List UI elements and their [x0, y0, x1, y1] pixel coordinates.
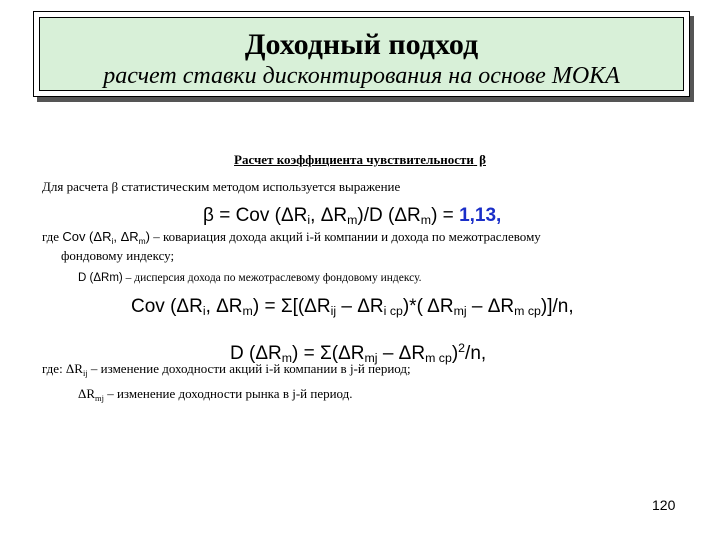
variance-formula: D $(\Delta R_m) = \Sigma(\Delta R_{mj} - \Delta R_{m ср})^2/n$,: [230, 341, 487, 365]
covariance-definition: где Cov ($\Delta R_i$, $\Delta R_m$) – ковариация дохода акций i-й компании и дохода по межотраслевому: [42, 229, 541, 246]
beta-symbol: β: [479, 152, 486, 167]
slide-title: Доходный подход: [244, 28, 479, 61]
where-rmj-definition: $\Delta R_{mj}$ – изменение доходности рынка в j-й период.: [78, 386, 353, 403]
slide-subtitle: расчет ставки дисконтирования на основе МОКА: [103, 63, 620, 89]
covariance-definition-cont: фондовому индексу;: [61, 248, 175, 263]
covariance-formula: Cov ($\Delta R_i$, $\Delta R_m) = \Sigma[(\Delta R_{ij} - \Delta R_{i ср})*$( $\Delta R_{mj} - \Delta R_{m ср})]/n$,: [131, 296, 574, 318]
section-heading: [0, 152, 720, 168]
title-banner: [33, 11, 690, 97]
page-number: 120: [652, 497, 676, 513]
title-banner-inner: [39, 17, 684, 91]
section-heading-text: Расчет коэффициента чувствительности: [234, 152, 474, 167]
where-rij-definition: где: $\Delta R_{ij}$ – изменение доходности акций i-й компании в j-й период;: [42, 361, 411, 378]
intro-text: Для расчета β статистическим методом используется выражение: [42, 179, 401, 194]
beta-result: 1,13,: [459, 205, 502, 226]
beta-formula: β = Cov ($\Delta R_i$, $\Delta R_m)/D$ $(\Delta R_m) = 1,13$,: [203, 205, 502, 227]
variance-definition: D (ΔRm) – дисперсия дохода по межотраслевому фондовому индексу.: [78, 272, 422, 284]
